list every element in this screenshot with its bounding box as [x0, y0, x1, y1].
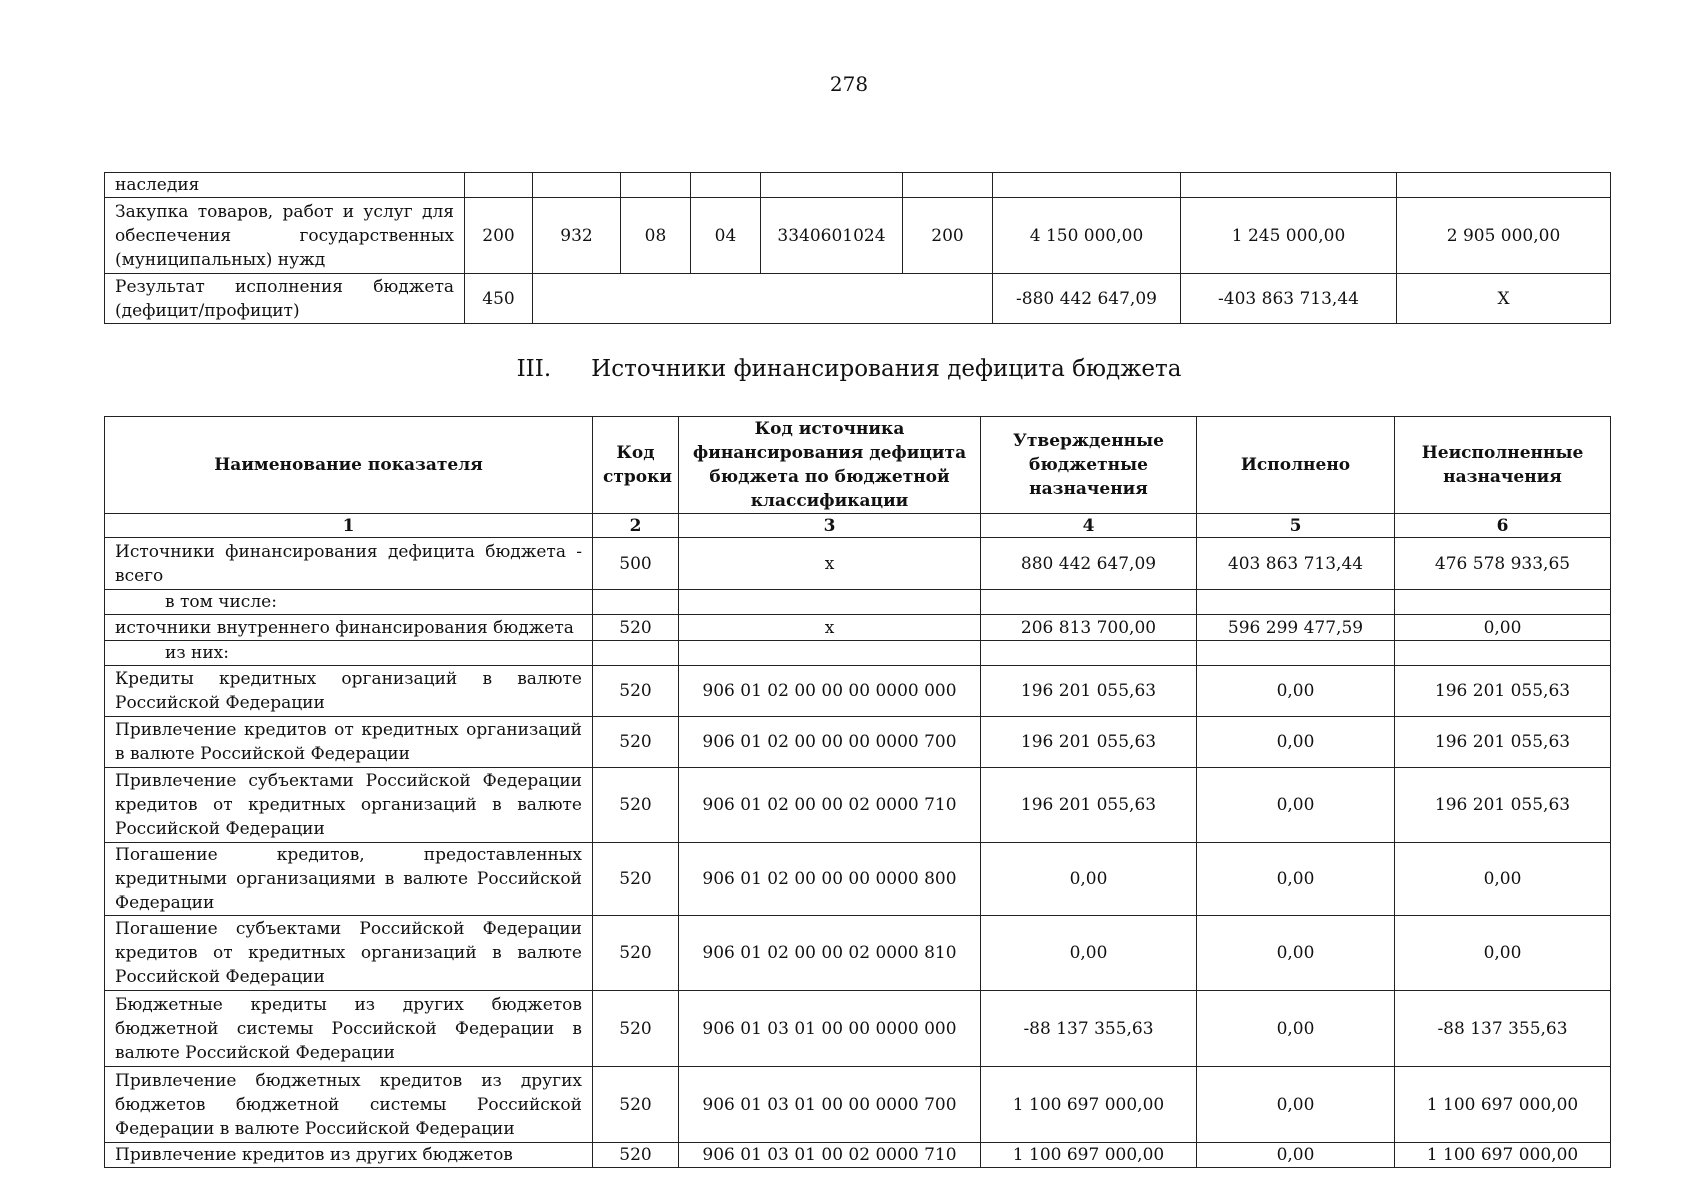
cell-code	[679, 641, 981, 666]
cell-executed: 0,00	[1197, 1067, 1395, 1143]
table-row	[105, 916, 1611, 991]
cell-unexecuted: -88 137 355,63	[1395, 991, 1611, 1067]
row-name: Погашение кредитов, предоставленных кредитными организациями в валюте Российской Федерации	[105, 843, 593, 916]
cell-unexecuted: 196 201 055,63	[1395, 717, 1611, 768]
table-row	[105, 641, 1611, 666]
table-row	[105, 991, 1611, 1067]
column-number: 6	[1395, 514, 1611, 538]
cell-line: 520	[593, 991, 679, 1067]
column-number: 1	[105, 514, 593, 538]
table-row	[105, 768, 1611, 843]
cell: 200	[465, 198, 533, 274]
row-name: Погашение субъектами Российской Федерации кредитов от кредитных организаций в валюте Российской Федерации	[105, 916, 593, 991]
cell-approved	[981, 641, 1197, 666]
cell-unexecuted: 1 100 697 000,00	[1395, 1143, 1611, 1168]
row-name: Результат исполнения бюджета (дефицит/профицит)	[105, 274, 465, 324]
cell-unexecuted	[1395, 641, 1611, 666]
section-number: III.	[516, 356, 552, 382]
column-header: Неисполненные назначения	[1395, 417, 1611, 514]
cell-code: 906 01 02 00 00 00 0000 800	[679, 843, 981, 916]
cell-code: 906 01 03 01 00 00 0000 000	[679, 991, 981, 1067]
row-name: Привлечение бюджетных кредитов из других бюджетов бюджетной системы Российской Федерации в валюте Российской Федерации	[105, 1067, 593, 1143]
cell-unexecuted: 0,00	[1395, 916, 1611, 991]
cell-code: 906 01 02 00 00 00 0000 000	[679, 666, 981, 717]
cell-unexecuted: 196 201 055,63	[1395, 666, 1611, 717]
cell-executed	[1197, 590, 1395, 615]
table-row	[105, 615, 1611, 641]
table-row	[105, 1067, 1611, 1143]
cell-approved: 1 100 697 000,00	[981, 1143, 1197, 1168]
column-header: Код строки	[593, 417, 679, 514]
cell: 08	[621, 198, 691, 274]
column-number: 2	[593, 514, 679, 538]
cell-executed: 596 299 477,59	[1197, 615, 1395, 641]
expenses-table-continuation	[104, 172, 1611, 324]
cell-code: 906 01 03 01 00 02 0000 710	[679, 1143, 981, 1168]
cell-executed	[1197, 641, 1395, 666]
page-number: 278	[829, 72, 869, 96]
cell-line: 520	[593, 1143, 679, 1168]
row-name: в том числе:	[105, 590, 593, 615]
row-name: Привлечение субъектами Российской Федерации кредитов от кредитных организаций в валюте Российской Федерации	[105, 768, 593, 843]
sources-table	[104, 416, 1611, 1168]
table-header-row	[105, 417, 1611, 514]
table-row	[105, 843, 1611, 916]
cell-executed: 0,00	[1197, 768, 1395, 843]
cell-unexecuted: 1 100 697 000,00	[1395, 1067, 1611, 1143]
result-row	[105, 274, 1611, 324]
row-name: источники внутреннего финансирования бюджета	[105, 615, 593, 641]
cell: 450	[465, 274, 533, 324]
row-name: из них:	[105, 641, 593, 666]
cell-line: 500	[593, 538, 679, 590]
cell-code: 906 01 03 01 00 00 0000 700	[679, 1067, 981, 1143]
table-row	[105, 590, 1611, 615]
cell-line: 520	[593, 615, 679, 641]
cell: -880 442 647,09	[993, 274, 1181, 324]
cell-approved: 196 201 055,63	[981, 717, 1197, 768]
cell-approved: 1 100 697 000,00	[981, 1067, 1197, 1143]
cell-executed: 0,00	[1197, 666, 1395, 717]
row-name: Привлечение кредитов от кредитных организаций в валюте Российской Федерации	[105, 717, 593, 768]
cell-executed: 0,00	[1197, 916, 1395, 991]
cell-line: 520	[593, 1067, 679, 1143]
cell: 200	[903, 198, 993, 274]
table-row	[105, 538, 1611, 590]
cell-approved: 206 813 700,00	[981, 615, 1197, 641]
row-name: Закупка товаров, работ и услуг для обеспечения государственных (муниципальных) нужд	[105, 198, 465, 274]
column-header: Наименование показателя	[105, 417, 593, 514]
cell-code: х	[679, 615, 981, 641]
cell-executed: 0,00	[1197, 1143, 1395, 1168]
cell-approved: 0,00	[981, 843, 1197, 916]
section-heading: Источники финансирования дефицита бюджета	[591, 356, 1182, 382]
cell-approved: 196 201 055,63	[981, 768, 1197, 843]
cell-line: 520	[593, 843, 679, 916]
cell: 3340601024	[761, 198, 903, 274]
column-header: Код источника финансирования дефицита бюджета по бюджетной классификации	[679, 417, 981, 514]
row-name: Привлечение кредитов из других бюджетов	[105, 1143, 593, 1168]
cell-approved	[981, 590, 1197, 615]
table-row	[105, 1143, 1611, 1168]
column-header: Исполнено	[1197, 417, 1395, 514]
cell-executed: 403 863 713,44	[1197, 538, 1395, 590]
row-name: наследия	[105, 173, 465, 198]
cell-line: 520	[593, 768, 679, 843]
column-number: 5	[1197, 514, 1395, 538]
cell: 1 245 000,00	[1181, 198, 1397, 274]
cell: 2 905 000,00	[1397, 198, 1611, 274]
cell-unexecuted: 0,00	[1395, 615, 1611, 641]
cell-code: 906 01 02 00 00 02 0000 810	[679, 916, 981, 991]
cell-line: 520	[593, 666, 679, 717]
cell-code	[679, 590, 981, 615]
cell-unexecuted: 476 578 933,65	[1395, 538, 1611, 590]
table-row	[105, 666, 1611, 717]
cell: 4 150 000,00	[993, 198, 1181, 274]
cell-line: 520	[593, 717, 679, 768]
cell-unexecuted	[1395, 590, 1611, 615]
table-row	[105, 198, 1611, 274]
cell: Х	[1397, 274, 1611, 324]
cell-line: 520	[593, 916, 679, 991]
cell-line	[593, 590, 679, 615]
cell: -403 863 713,44	[1181, 274, 1397, 324]
section-title	[0, 356, 1698, 382]
column-header: Утвержденные бюджетные назначения	[981, 417, 1197, 514]
cell-approved: 880 442 647,09	[981, 538, 1197, 590]
table-row	[105, 173, 1611, 198]
cell-executed: 0,00	[1197, 991, 1395, 1067]
cell-unexecuted: 0,00	[1395, 843, 1611, 916]
column-number-row	[105, 514, 1611, 538]
cell-approved: 196 201 055,63	[981, 666, 1197, 717]
cell-code: 906 01 02 00 00 02 0000 710	[679, 768, 981, 843]
column-number: 3	[679, 514, 981, 538]
row-name: Источники финансирования дефицита бюджета - всего	[105, 538, 593, 590]
cell-code: х	[679, 538, 981, 590]
column-number: 4	[981, 514, 1197, 538]
cell-executed: 0,00	[1197, 843, 1395, 916]
cell: 932	[533, 198, 621, 274]
table-row	[105, 717, 1611, 768]
cell-code: 906 01 02 00 00 00 0000 700	[679, 717, 981, 768]
row-name: Бюджетные кредиты из других бюджетов бюджетной системы Российской Федерации в валюте Российской Федерации	[105, 991, 593, 1067]
cell-executed: 0,00	[1197, 717, 1395, 768]
row-name: Кредиты кредитных организаций в валюте Российской Федерации	[105, 666, 593, 717]
cell-approved: 0,00	[981, 916, 1197, 991]
cell-unexecuted: 196 201 055,63	[1395, 768, 1611, 843]
cell-line	[593, 641, 679, 666]
cell: 04	[691, 198, 761, 274]
cell-approved: -88 137 355,63	[981, 991, 1197, 1067]
